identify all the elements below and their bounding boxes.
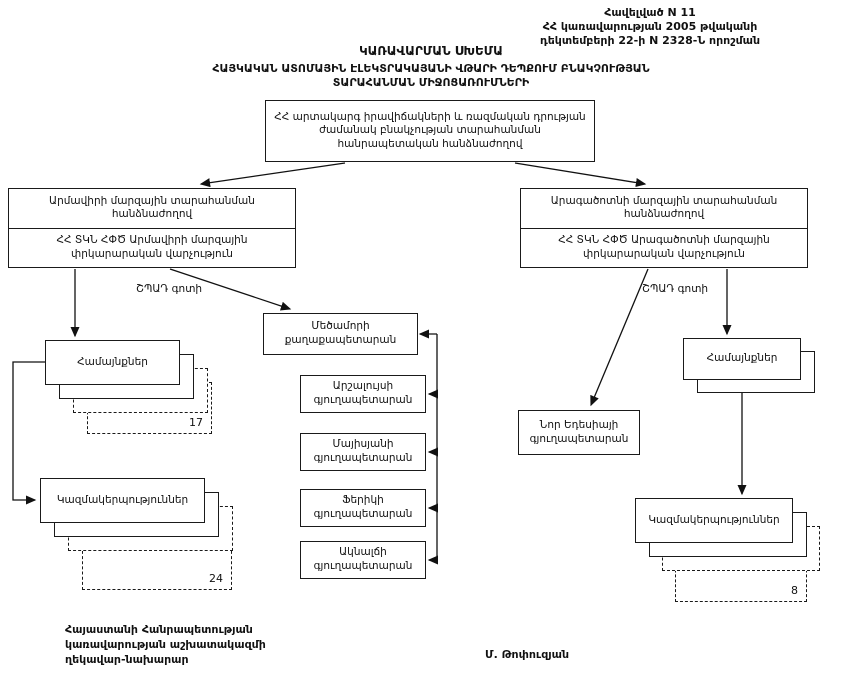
footer-signature-name: Մ. Թոփուզյան <box>485 648 570 661</box>
node-communities-right <box>683 338 801 380</box>
annex-line-2: ՀՀ կառավարության 2005 թվականի <box>542 20 758 33</box>
annex-line-3: դեկտեմբերի 22-ի N 2328-Ն որոշման <box>539 34 761 47</box>
node-republican-commission-label: ՀՀ արտակարգ իրավիճակների և ռազմական դրության ժամանակ բնակչության տարահանման հանրապետական հանձնաժողով <box>274 110 586 150</box>
node-republican-commission <box>265 100 595 162</box>
node-metsamor-label: Մեծամորի քաղաքապետարան <box>284 320 397 346</box>
page-subtitle-1: ՀԱՅԿԱԿԱՆ ԱՏՈՄԱՅԻՆ ԷԼԵԿՏՐԱԿԱՅԱՆԻ ՎԹԱՐԻ ԴԵՊՔՈՒՄ ԲՆԱԿՉՈՒԹՅԱՆ <box>212 62 650 75</box>
node-aragatsotn-block <box>520 188 808 268</box>
node-organizations-left <box>40 478 205 523</box>
node-organizations-right <box>635 498 793 543</box>
communities-left-count: 17 <box>189 416 203 429</box>
node-armavir-rescue: ՀՀ ՏԿՆ ՀՓԾ Արմավիրի մարզային փրկարարական վարչություն <box>56 234 248 260</box>
node-village-ferik <box>300 489 426 527</box>
annex-reference <box>495 6 805 48</box>
node-village-aknalich <box>300 541 426 579</box>
node-aragatsotn-commission: Արագածոտնի մարզային տարահանման հանձնաժողով <box>521 189 807 229</box>
organizations-right-count: 8 <box>791 584 798 597</box>
footer-line-3: ղեկավար-նախարար <box>65 653 189 666</box>
node-nor-yedesia <box>518 410 640 455</box>
arrow-republican-to-aragatsotn <box>515 163 645 184</box>
organizations-left-label: Կազմակերպություններ <box>56 493 189 506</box>
node-communities-left <box>45 340 180 385</box>
village-label: Արշալույսի գյուղապետարան <box>313 380 413 406</box>
zone-label-left: ՇՊԱԴ գոտի <box>136 283 203 295</box>
page-subtitle-2: ՏԱՐԱՀԱՆՄԱՆ ՄԻՋՈՑԱՌՈՒՄՆԵՐԻ <box>332 76 530 89</box>
node-village-arshaluys <box>300 375 426 413</box>
organizations-right-label: Կազմակերպություններ <box>648 513 780 526</box>
village-label: Ֆերիկի գյուղապետարան <box>313 494 413 520</box>
node-armavir-commission: Արմավիրի մարզային տարահանման հանձնաժողով <box>9 189 295 229</box>
zone-label-right: ՇՊԱԴ գոտի <box>642 283 709 295</box>
village-label: Ակնալճի գյուղապետարան <box>313 546 413 572</box>
footer-line-1: Հայաստանի Հանրապետության <box>65 623 253 636</box>
arrow-republican-to-armavir <box>201 163 345 184</box>
arrow-aragatsotn-to-noryedesia <box>591 269 648 405</box>
node-village-mayisyan <box>300 433 426 471</box>
page-title: ԿԱՌԱՎԱՐՄԱՆ ՍԽԵՄԱ <box>359 44 503 58</box>
footer-signatory-title <box>65 622 266 667</box>
footer-line-2: կառավարության աշխատակազմի <box>65 638 266 651</box>
node-aragatsotn-rescue: ՀՀ ՏԿՆ ՀՓԾ Արագածոտնի մարզային փրկարարական վարչություն <box>558 234 770 260</box>
nor-yedesia-label: Նոր Եդեսիայի գյուղապետարան <box>529 418 629 445</box>
node-metsamor-municipality <box>263 313 418 355</box>
communities-left-label: Համայնքներ <box>77 355 148 368</box>
annex-line-1: Հավելված N 11 <box>604 6 696 19</box>
village-label: Մայիսյանի գյուղապետարան <box>313 438 413 464</box>
communities-right-label: Համայնքներ <box>706 352 778 365</box>
organizations-left-count: 24 <box>209 572 223 585</box>
node-armavir-block <box>8 188 296 268</box>
